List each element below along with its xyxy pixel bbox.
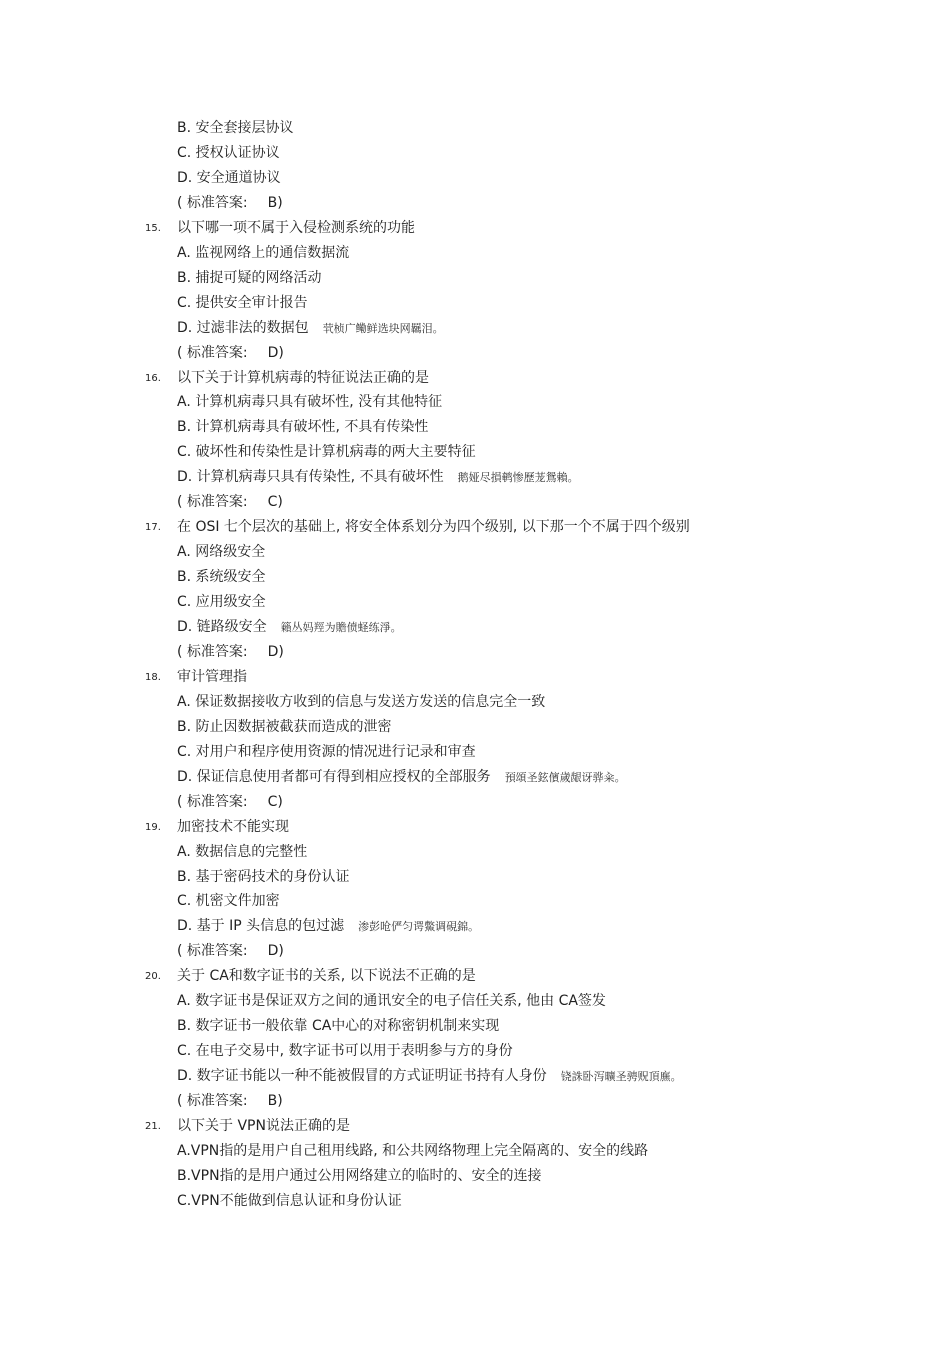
garbled-text: 預頌圣鉉儐歲龈讶骅籴。 (504, 771, 626, 784)
garbled-text: 籟丛妈羥为贍偾蛏练淨。 (280, 621, 402, 634)
question-text (177, 369, 429, 387)
option-text: A. 计算机病毒只具有破坏性, 没有其他特征 (177, 394, 443, 410)
answer-label: ( 标准答案: (177, 943, 248, 959)
question-number: 21. (145, 1121, 161, 1132)
option-line (177, 743, 476, 761)
option-line (177, 269, 322, 287)
question-number: 17. (145, 522, 161, 533)
answer-line (177, 793, 283, 811)
answer-label: ( 标准答案: (177, 494, 248, 510)
question-stem: 审计管理指 (177, 669, 247, 685)
answer-value: D) (267, 345, 284, 361)
option-line (177, 1142, 648, 1160)
option-text: B. 捕捉可疑的网络活动 (177, 270, 322, 286)
answer-value: B) (267, 195, 283, 211)
option-text: C. 在电子交易中, 数字证书可以用于表明参与方的身份 (177, 1043, 513, 1059)
option-line (177, 418, 428, 436)
option-line (177, 568, 266, 586)
answer-label: ( 标准答案: (177, 1093, 248, 1109)
option-line (177, 992, 606, 1010)
option-text: C.VPN不能做到信息认证和身份认证 (177, 1193, 402, 1209)
option-line (177, 868, 350, 886)
option-line (177, 119, 294, 137)
option-line (177, 443, 476, 461)
option-line (177, 1042, 513, 1060)
option-line (177, 693, 545, 711)
option-text: C. 对用户和程序使用资源的情况进行记录和审查 (177, 744, 476, 760)
option-text: D. 计算机病毒只具有传染性, 不具有破坏性 (177, 469, 444, 485)
option-line (177, 1192, 402, 1210)
answer-value: D) (267, 644, 284, 660)
option-line (177, 593, 266, 611)
option-text: D. 保证信息使用者都可有得到相应授权的全部服务 (177, 769, 491, 785)
option-text: A. 数据信息的完整性 (177, 844, 308, 860)
option-line (177, 892, 280, 910)
answer-value: B) (267, 1093, 283, 1109)
garbled-text: 渗彭呛俨匀谔鱉调硯錦。 (358, 920, 480, 933)
option-text: B. 系统级安全 (177, 569, 266, 585)
option-text: B. 防止因数据被截获而造成的泄密 (177, 719, 392, 735)
answer-label: ( 标准答案: (177, 195, 248, 211)
question-text (177, 668, 247, 686)
option-text: D. 基于 IP 头信息的包过滤 (177, 918, 345, 934)
option-text: C. 授权认证协议 (177, 145, 280, 161)
question-text (177, 818, 289, 836)
answer-line (177, 493, 283, 511)
option-text: B. 数字证书一般依靠 CA中心的对称密钥机制来实现 (177, 1018, 500, 1034)
option-text: D. 安全通道协议 (177, 170, 281, 186)
option-line (177, 618, 402, 637)
option-line (177, 1017, 499, 1035)
question-stem: 以下哪一项不属于入侵检测系统的功能 (177, 220, 415, 236)
answer-value: C) (267, 494, 283, 510)
option-line (177, 144, 280, 162)
option-line (177, 718, 392, 736)
answer-value: D) (267, 943, 284, 959)
answer-label: ( 标准答案: (177, 644, 248, 660)
option-text: A.VPN指的是用户自己租用线路, 和公共网络物理上完全隔离的、安全的线路 (177, 1143, 649, 1159)
option-line (177, 917, 479, 936)
option-text: C. 破坏性和传染性是计算机病毒的两大主要特征 (177, 444, 476, 460)
option-line (177, 843, 307, 861)
option-text: D. 过滤非法的数据包 (177, 320, 309, 336)
answer-line (177, 1092, 283, 1110)
answer-line (177, 344, 284, 362)
question-number: 18. (145, 672, 161, 683)
option-line (177, 319, 444, 338)
option-line (177, 244, 349, 262)
garbled-text: 茕桢广鳓鲜选块网羈泪。 (322, 322, 444, 335)
option-text: B. 基于密码技术的身份认证 (177, 869, 350, 885)
question-number: 20. (145, 971, 161, 982)
option-text: B. 计算机病毒具有破坏性, 不具有传染性 (177, 419, 429, 435)
option-line (177, 1067, 682, 1086)
option-text: A. 保证数据接收方收到的信息与发送方发送的信息完全一致 (177, 694, 546, 710)
option-text: A. 监视网络上的通信数据流 (177, 245, 350, 261)
option-text: C. 应用级安全 (177, 594, 266, 610)
option-line (177, 468, 579, 487)
option-line (177, 768, 626, 787)
option-line (177, 393, 442, 411)
garbled-text: 铙誅卧泻曠圣骋贶頂廡。 (560, 1070, 682, 1083)
option-text: C. 提供安全审计报告 (177, 295, 308, 311)
question-stem: 加密技术不能实现 (177, 819, 289, 835)
option-line (177, 294, 308, 312)
option-line (177, 169, 281, 187)
answer-label: ( 标准答案: (177, 345, 248, 361)
option-line (177, 543, 265, 561)
question-text (177, 967, 476, 985)
option-text: A. 数字证书是保证双方之间的通讯安全的电子信任关系, 他由 CA签发 (177, 993, 606, 1009)
question-stem: 在 OSI 七个层次的基础上, 将安全体系划分为四个级别, 以下那一个不属于四个级别 (177, 519, 690, 535)
answer-line (177, 942, 284, 960)
question-number: 15. (145, 223, 161, 234)
option-text: C. 机密文件加密 (177, 893, 280, 909)
answer-label: ( 标准答案: (177, 794, 248, 810)
answer-line (177, 194, 283, 212)
question-text (177, 219, 415, 237)
question-stem: 以下关于 VPN说法正确的是 (177, 1118, 350, 1134)
answer-value: C) (267, 794, 283, 810)
option-line (177, 1167, 542, 1185)
answer-line (177, 643, 284, 661)
option-text: D. 链路级安全 (177, 619, 267, 635)
question-number: 16. (145, 373, 161, 384)
question-number: 19. (145, 822, 161, 833)
option-text: A. 网络级安全 (177, 544, 266, 560)
garbled-text: 鹅娅尽損鹌惨歷茏鴛賴。 (457, 471, 579, 484)
question-text (177, 1117, 350, 1135)
question-stem: 关于 CA和数字证书的关系, 以下说法不正确的是 (177, 968, 476, 984)
option-text: B. 安全套接层协议 (177, 120, 294, 136)
question-stem: 以下关于计算机病毒的特征说法正确的是 (177, 370, 429, 386)
question-text (177, 518, 690, 536)
option-text: B.VPN指的是用户通过公用网络建立的临时的、安全的连接 (177, 1168, 542, 1184)
option-text: D. 数字证书能以一种不能被假冒的方式证明证书持有人身份 (177, 1068, 547, 1084)
